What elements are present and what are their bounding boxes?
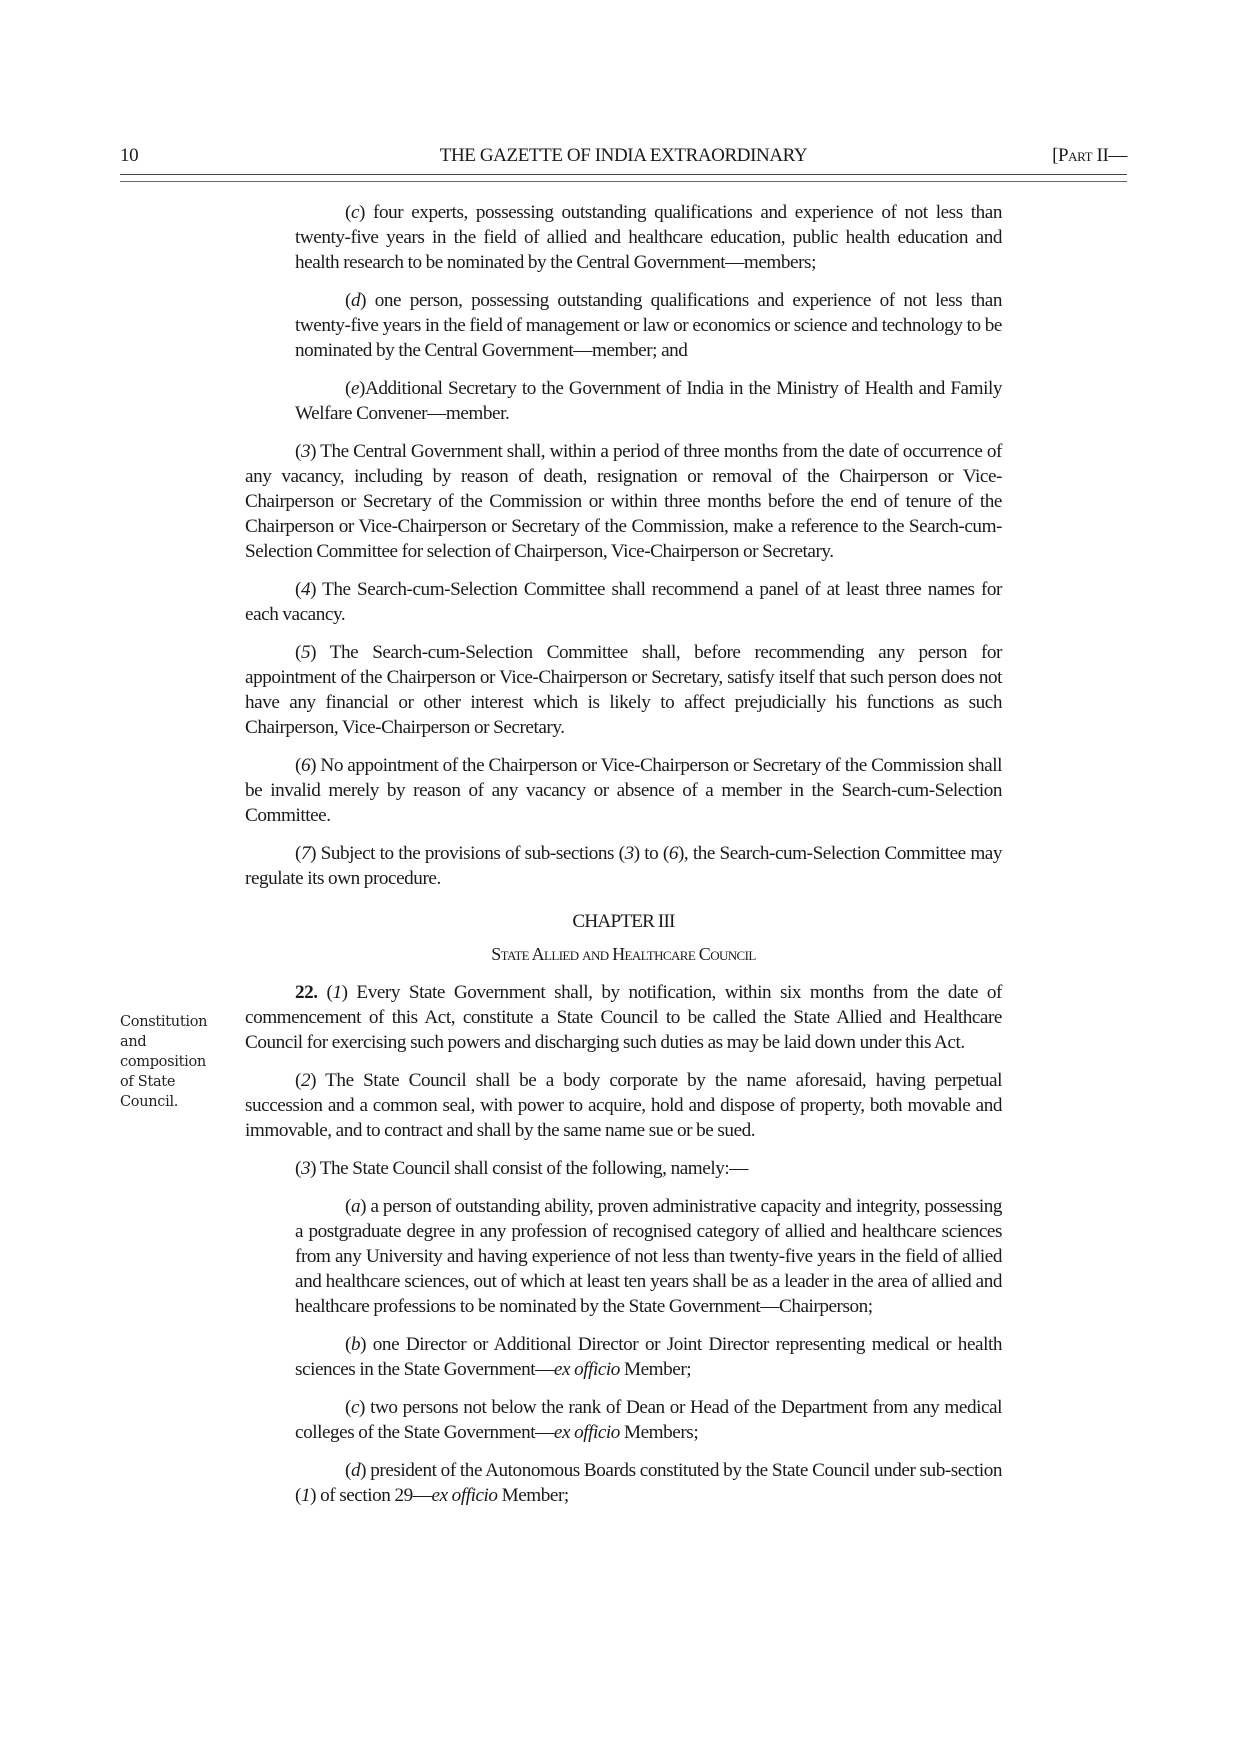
paragraph-text: The Central Government shall, within a period of three months from the date of occurrence of any vacancy, including by reason of death, resignation or removal of the Chairperson or Vice-Chairperson or Secretary of the Commission or within three months before the end of tenure of the Chairperson or Vice-Chairperson or Secretary of the Commission, make a reference to the Search-cum-Selection Committee for selection of Chairperson, Vice-Chairperson or Secretary. xyxy=(245,441,1002,562)
paragraph-text: Member; xyxy=(619,1359,692,1380)
paragraph-text: Member; xyxy=(497,1485,569,1506)
paragraph-text: The Search-cum-Selection Committee shall, before recommending any person for appointment of the Chairperson or Vice-Chairperson or Secretary, satisfy itself that such person does not have any financial or other interest which is likely to affect prejudicially his functions as such Chairperson, Vice-Chairperson or Secretary. xyxy=(245,642,1002,738)
reference: 3 xyxy=(624,843,634,864)
part-label: [Part II— xyxy=(1052,145,1127,166)
section-22-sub-1: 22. (1) Every State Government shall, by notification, within six months from the date of commencement of this Act, constitute a State Council to be called the State Allied and Healthcare Council for exercising such powers and discharging such duties as may be laid down under this Act. xyxy=(245,982,1002,1053)
page-number: 10 xyxy=(120,145,139,166)
chapter-subheading: State Allied and Healthcare Council xyxy=(491,944,756,964)
sub-section-label: 3 xyxy=(300,1158,311,1179)
paragraph-text: a person of outstanding ability, proven administrative capacity and integrity, possessing a postgraduate degree in any profession of recognised category of allied and healthcare sciences from any University and having experience of not less than twenty-five years in the field of allied and healthcare sciences, out of which at least ten years shall be as a leader in the area of allied and healthcare professions to be nominated by the State Government—Chairperson; xyxy=(295,1196,1002,1317)
paragraph-text: Every State Government shall, by notification, within six months from the date of commencement of this Act, constitute a State Council to be called the State Allied and Healthcare Council for exercising such powers and discharging such duties as may be laid down under this Act. xyxy=(245,982,1002,1053)
sub-section-7: (7) Subject to the provisions of sub-sections (3) to (6), the Search-cum-Selection Committee may regulate its own procedure. xyxy=(245,843,1003,889)
clause-label: d xyxy=(350,1460,361,1481)
paragraph-label: d xyxy=(350,290,361,311)
paragraph-label: 4 xyxy=(300,579,311,600)
paragraph-d-central: (d) one person, possessing outstanding qualifications and experience of not less than twenty-five years in the field of management or law or economics or science and technology to be nominated by the Central Government—member; and xyxy=(295,290,1002,361)
paragraph-e-central: (e)Additional Secretary to the Government of India in the Ministry of Health and Family Welfare Convener—member. xyxy=(295,378,1002,424)
paragraph-sub-6: (6) No appointment of the Chairperson or Vice-Chairperson or Secretary of the Commission shall be invalid merely by reason of any vacancy or absence of a member in the Search-cum-Selection Committee. xyxy=(245,755,1002,826)
paragraph-text: The State Council shall consist of the following, namely:— xyxy=(316,1158,748,1179)
sub-section-label: 2 xyxy=(300,1070,311,1091)
paragraph-c-central: (c) four experts, possessing outstanding qualifications and experience of not less than twenty-five years in the field of allied and healthcare education, public health education and health research to be nominated by the Central Government—members; xyxy=(295,202,1002,273)
section-number: 22. xyxy=(295,982,318,1003)
clause-label: c xyxy=(350,1397,360,1418)
paragraph-sub-5: (5) The Search-cum-Selection Committee shall, before recommending any person for appointment of the Chairperson or Vice-Chairperson or Secretary, satisfy itself that such person does not have any financial or other interest which is likely to affect prejudicially his functions as such Chairperson, Vice-Chairperson or Secretary. xyxy=(245,642,1002,738)
clause-d: (d) president of the Autonomous Boards constituted by the State Council under sub-section (1) of section 29—ex officio Member; xyxy=(295,1460,1002,1506)
reference: 1 xyxy=(300,1485,311,1506)
paragraph-text: Members; xyxy=(619,1422,699,1443)
ex-officio: ex officio xyxy=(553,1359,620,1380)
paragraph-text: ), the Search-cum-Selection Committee may regulate its own procedure. xyxy=(245,843,1003,889)
paragraph-sub-3: (3) The Central Government shall, within a period of three months from the date of occurrence of any vacancy, including by reason of death, resignation or removal of the Chairperson or Vice-Chairperson or Secretary of the Commission or within three months before the end of tenure of the Chairperson or Vice-Chairperson or Secretary of the Commission, make a reference to the Search-cum-Selection Committee for selection of Chairperson, Vice-Chairperson or Secretary. xyxy=(245,441,1002,562)
page-header xyxy=(120,145,1127,171)
paragraph-text: Additional Secretary to the Government of India in the Ministry of Health and Family Welfare Convener—member. xyxy=(295,378,1002,424)
sub-section-label: 7 xyxy=(300,843,311,864)
paragraph-label: e xyxy=(350,378,360,399)
section-22-sub-3: (3) The State Council shall consist of the following, namely:— xyxy=(295,1158,748,1179)
paragraph-text: two persons not below the rank of Dean or Head of the Department from any medical colleges of the State Government— xyxy=(295,1397,1002,1443)
section-22-sub-2: (2) The State Council shall be a body corporate by the name aforesaid, having perpetual succession and a common seal, with power to acquire, hold and dispose of property, both movable and immovable, and to contract and shall by the same name sue or be sued. xyxy=(245,1070,1002,1141)
clause-c: (c) two persons not below the rank of Dean or Head of the Department from any medical colleges of the State Government—ex officio Members; xyxy=(295,1397,1002,1443)
paragraph-text: Subject to the provisions of sub-sections ( xyxy=(316,843,625,864)
header-rule-bottom xyxy=(120,181,1127,182)
chapter-heading: CHAPTER III xyxy=(572,911,675,932)
clause-label: a xyxy=(350,1196,361,1217)
document-body xyxy=(245,200,1002,1521)
paragraph-text: one person, possessing outstanding qualifications and experience of not less than twenty-five years in the field of management or law or economics or science and technology to be nominated by the Central Government—member; and xyxy=(295,290,1002,361)
paragraph-label: 6 xyxy=(300,755,311,776)
paragraph-label: c xyxy=(350,202,360,223)
paragraph-sub-4: (4) The Search-cum-Selection Committee shall recommend a panel of at least three names for each vacancy. xyxy=(245,579,1002,625)
paragraph-text: No appointment of the Chairperson or Vice-Chairperson or Secretary of the Commission shall be invalid merely by reason of any vacancy or absence of a member in the Search-cum-Selection Committee. xyxy=(245,755,1002,826)
paragraph-text: one Director or Additional Director or Joint Director representing medical or health sciences in the State Government— xyxy=(295,1334,1002,1380)
paragraph-text: president of the Autonomous Boards constituted by the State Council under sub-section ( xyxy=(295,1460,1002,1506)
header-rule-top xyxy=(120,174,1127,175)
clause-a: (a) a person of outstanding ability, proven administrative capacity and integrity, possessing a postgraduate degree in any profession of recognised category of allied and healthcare sciences from any University and having experience of not less than twenty-five years in the field of allied and healthcare sciences, out of which at least ten years shall be as a leader in the area of allied and healthcare professions to be nominated by the State Government—Chairperson; xyxy=(295,1196,1002,1317)
gazette-title: THE GAZETTE OF INDIA EXTRAORDINARY xyxy=(439,145,808,166)
reference: 6 xyxy=(668,843,678,864)
paragraph-label: 3 xyxy=(300,441,311,462)
marginal-note: Constitution and composition of State Council. xyxy=(120,1014,208,1110)
clause-label: b xyxy=(350,1334,361,1355)
ex-officio: ex officio xyxy=(553,1422,620,1443)
paragraph-text: four experts, possessing outstanding qualifications and experience of not less than twenty-five years in the field of allied and healthcare education, public health education and health research to be nominated by the Central Government—members; xyxy=(295,202,1002,273)
paragraph-text: ) to ( xyxy=(633,843,669,864)
paragraph-text: ) of section 29— xyxy=(310,1485,432,1506)
paragraph-text: The Search-cum-Selection Committee shall recommend a panel of at least three names for each vacancy. xyxy=(245,579,1002,625)
clause-b: (b) one Director or Additional Director or Joint Director representing medical or health sciences in the State Government—ex officio Member; xyxy=(295,1334,1002,1380)
paragraph-label: 5 xyxy=(300,642,311,663)
paragraph-text: The State Council shall be a body corporate by the name aforesaid, having perpetual succession and a common seal, with power to acquire, hold and dispose of property, both movable and immovable, and to contract and shall by the same name sue or be sued. xyxy=(245,1070,1002,1141)
ex-officio: ex officio xyxy=(431,1485,498,1506)
sub-section-label: 1 xyxy=(332,982,342,1003)
paragraph-list xyxy=(245,200,1002,828)
